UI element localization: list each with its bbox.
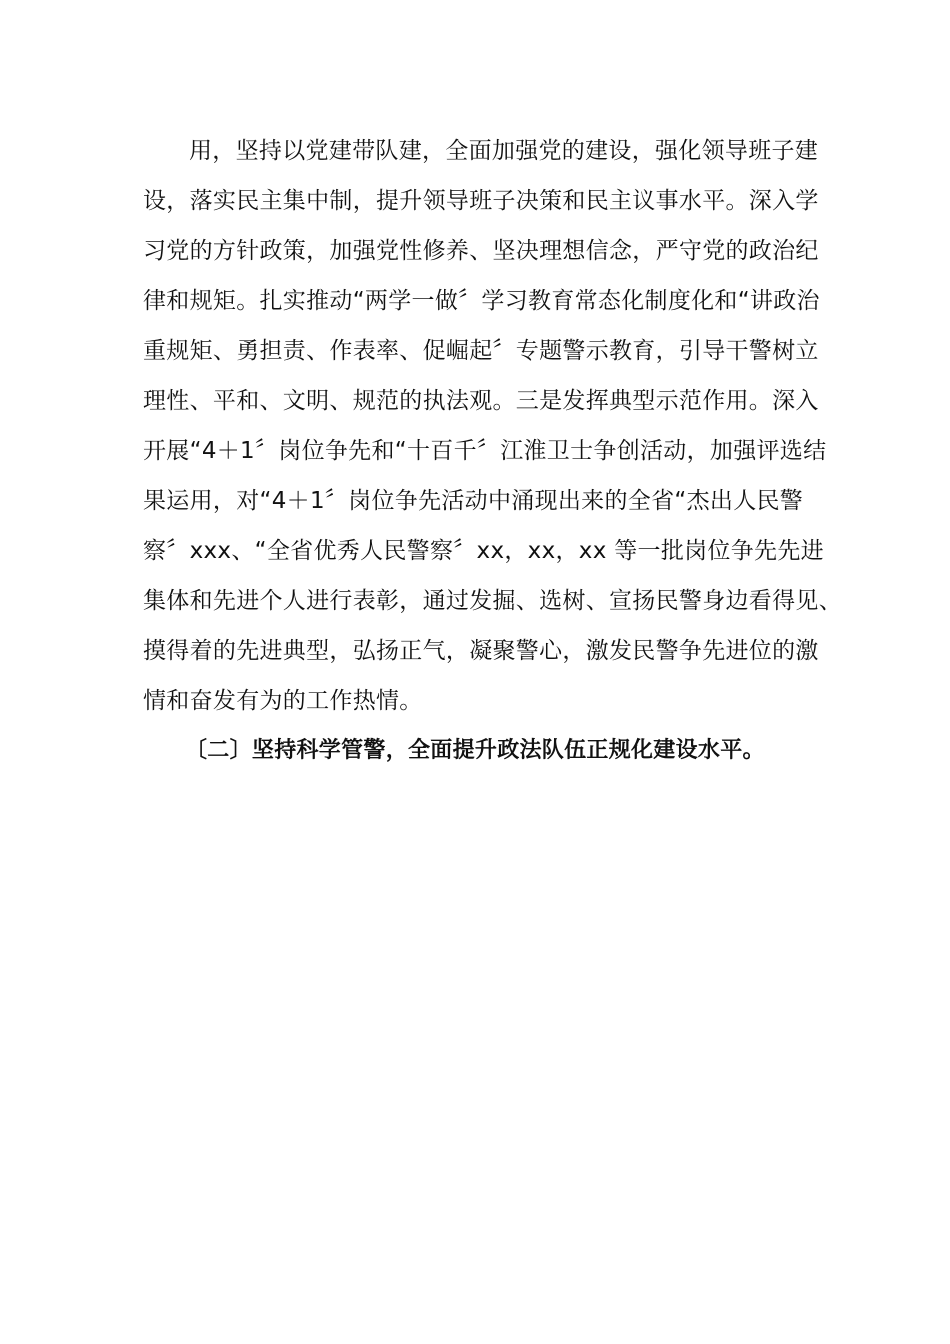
- paragraph-line: 摸得着的先进典型，弘扬正气，凝聚警心，激发民警争先进位的激: [143, 638, 819, 664]
- paragraph-line: 律和规矩。扎实推动“两学一做〞学习教育常态化制度化和“讲政治: [143, 288, 820, 314]
- paragraph-line: 习党的方针政策，加强党性修养、坚决理想信念，严守党的政治纪: [143, 238, 819, 264]
- paragraph-line: 用，坚持以党建带队建，全面加强党的建设，强化领导班子建: [189, 138, 819, 164]
- paragraph-line: 果运用，对“4＋1〞岗位争先活动中涌现出来的全省“杰出人民警: [143, 488, 804, 514]
- body-text: [143, 126, 842, 776]
- paragraph-line: 理性、平和、文明、规范的执法观。三是发挥典型示范作用。深入: [143, 388, 819, 414]
- paragraph-line: 情和奋发有为的工作热情。: [143, 688, 423, 714]
- paragraph-line: 集体和先进个人进行表彰，通过发掘、选树、宣扬民警身边看得见、: [143, 588, 842, 614]
- section-heading: 〔二〕坚持科学管警，全面提升政法队伍正规化建设水平。: [185, 738, 765, 763]
- paragraph-line: 设，落实民主集中制，提升领导班子决策和民主议事水平。深入学: [143, 188, 819, 214]
- paragraph-line: 开展“4＋1〞岗位争先和“十百千〞江淮卫士争创活动，加强评选结: [143, 438, 827, 464]
- paragraph-line: 重规矩、勇担责、作表率、促崛起〞专题警示教育，引导干警树立: [143, 338, 819, 364]
- paragraph-line: 察〞xxx、“全省优秀人民警察〞xx，xx，xx 等一批岗位争先先进: [143, 538, 824, 564]
